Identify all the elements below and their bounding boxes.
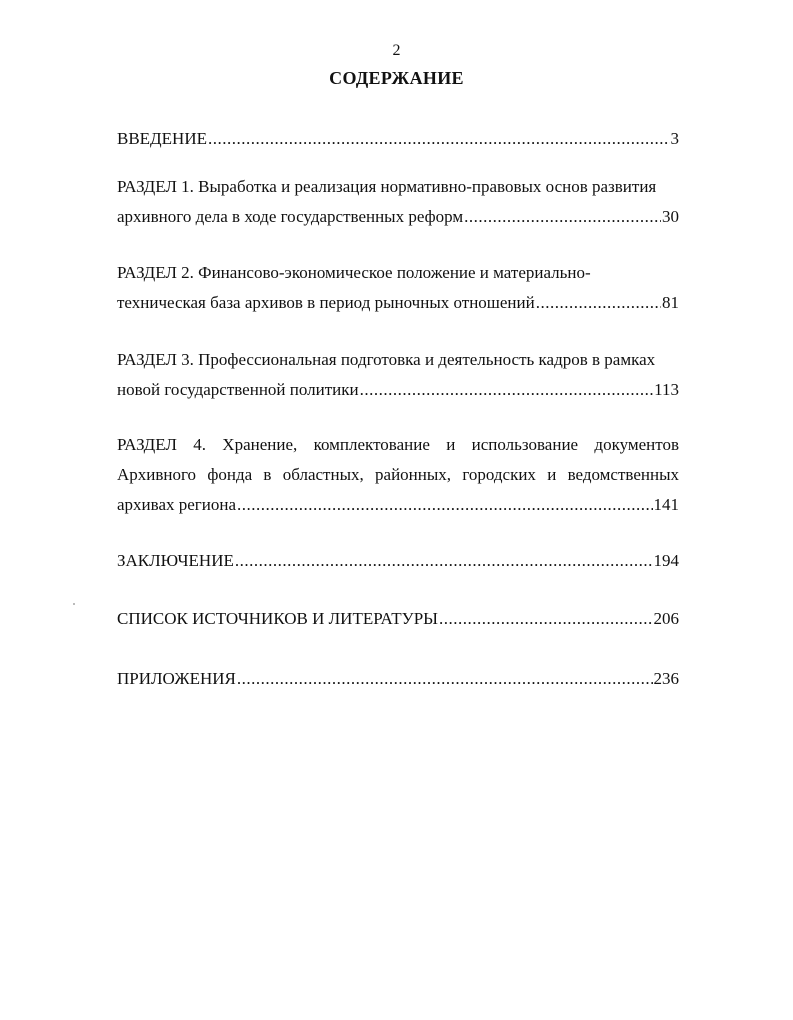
toc-entry-title-line: РАЗДЕЛ 2. Финансово-экономическое положение и материально- <box>117 263 591 282</box>
toc-entry-title: СПИСОК ИСТОЧНИКОВ И ЛИТЕРАТУРЫ <box>117 609 438 628</box>
dot-leader <box>235 546 653 576</box>
toc-entry-appendices[interactable] <box>117 664 679 694</box>
toc-entry-title-last-line: новой государственной политики <box>117 380 359 399</box>
dot-leader <box>237 490 653 520</box>
toc-line-justified: Архивного фонда в областных, районных, городских и ведомственных <box>117 465 679 484</box>
toc-line <box>117 124 679 154</box>
toc-line <box>117 604 679 634</box>
toc-entry-section-3[interactable] <box>117 345 679 405</box>
toc-line <box>117 546 679 576</box>
toc-entry-conclusion[interactable] <box>117 546 679 576</box>
toc-entry-bibliography[interactable] <box>117 604 679 634</box>
toc-entry-section-2[interactable] <box>117 258 679 318</box>
toc-line <box>117 202 679 232</box>
dot-leader <box>237 664 653 694</box>
toc-page-number: 3 <box>670 129 679 148</box>
toc-line <box>117 288 679 318</box>
toc-entry-title: ЗАКЛЮЧЕНИЕ <box>117 551 234 570</box>
toc-entry-title: ВВЕДЕНИЕ <box>117 129 207 148</box>
toc-page-number: 141 <box>653 495 679 514</box>
toc-entry-title-line: РАЗДЕЛ 1. Выработка и реализация нормативно-правовых основ развития <box>117 177 657 196</box>
toc-page-number: 113 <box>654 380 679 399</box>
toc-page-number: 81 <box>662 293 679 312</box>
toc-line <box>117 258 679 288</box>
dot-leader <box>464 202 661 232</box>
dot-leader <box>208 124 670 154</box>
toc-entry-title-last-line: техническая база архивов в период рыночных отношений <box>117 293 535 312</box>
dot-leader <box>439 604 653 634</box>
toc-line-justified: РАЗДЕЛ 4. Хранение, комплектование и использование документов <box>117 435 679 454</box>
toc-entry-title-line: РАЗДЕЛ 3. Профессиональная подготовка и деятельность кадров в рамках <box>117 350 656 369</box>
toc-page-number: 236 <box>653 669 679 688</box>
toc-line <box>117 345 679 375</box>
toc-page-number: 30 <box>662 207 679 226</box>
toc-title: СОДЕРЖАНИЕ <box>329 68 464 88</box>
toc-entry-section-4[interactable] <box>117 430 679 520</box>
toc-entry-title-last-line: архивного дела в ходе государственных реформ <box>117 207 464 226</box>
page-number: 2 <box>392 42 401 59</box>
toc-entry-title-last-line: архивах региона <box>117 495 236 514</box>
toc-entry-title: ПРИЛОЖЕНИЯ <box>117 669 236 688</box>
toc-line <box>117 172 679 202</box>
toc-entry-introduction[interactable] <box>117 124 679 154</box>
toc-line <box>117 490 679 520</box>
dot-leader <box>360 375 654 405</box>
toc-entry-section-1[interactable] <box>117 172 679 232</box>
toc-page-number: 194 <box>653 551 679 570</box>
toc-page-number: 206 <box>653 609 679 628</box>
scan-speck <box>73 603 75 605</box>
dot-leader <box>536 288 661 318</box>
toc-line <box>117 664 679 694</box>
toc-line <box>117 375 679 405</box>
